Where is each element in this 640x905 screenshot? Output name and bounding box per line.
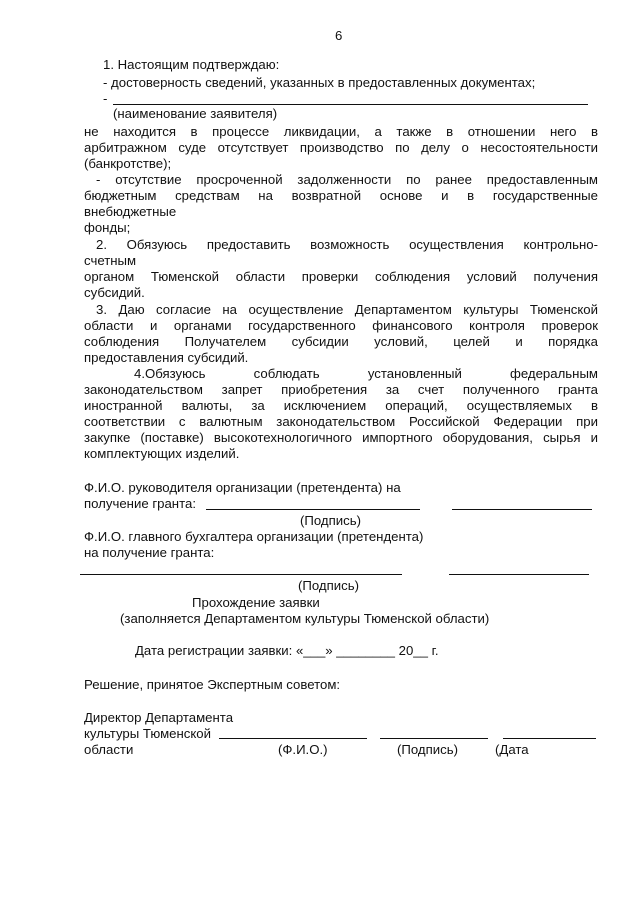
page-number: 6 xyxy=(335,28,343,43)
director-line-2: культуры Тюменской xyxy=(84,726,211,741)
passage-title: Прохождение заявки xyxy=(192,595,320,610)
director-date-caption: (Дата xyxy=(495,742,529,757)
consent-line-2: области и органами государственного финансового контроля проверок xyxy=(84,318,598,333)
liquidation-line-1: не находится в процессе ликвидации, а также в отношении него в xyxy=(84,124,598,139)
obligation-line-6: комплектующих изделий. xyxy=(84,446,240,461)
consent-line-4: предоставления субсидий. xyxy=(84,350,249,365)
head-name-field[interactable] xyxy=(206,509,420,510)
control-line-2: счетным xyxy=(84,253,137,268)
confirm-heading: 1. Настоящим подтверждаю: xyxy=(103,57,280,72)
head-signature-field[interactable] xyxy=(452,509,592,510)
director-fio-caption: (Ф.И.О.) xyxy=(278,742,328,757)
confirm-item-reliability: - достоверность сведений, указанных в предоставленных документах; xyxy=(103,75,536,90)
debt-line-2: бюджетным средствам на возвратной основе и в государственные xyxy=(84,188,598,203)
obligation-line-5: закупке (поставке) высокотехнологичного импортного оборудования, сырья и xyxy=(84,430,598,445)
expert-council-decision: Решение, принятое Экспертным советом: xyxy=(84,677,341,692)
debt-line-1: - отсутствие просроченной задолженности по ранее предоставленным xyxy=(96,172,598,187)
accountant-signature-field[interactable] xyxy=(449,574,589,575)
director-signature-field[interactable] xyxy=(380,738,488,739)
director-signature-caption: (Подпись) xyxy=(397,742,458,757)
accountant-name-field[interactable] xyxy=(80,574,402,575)
head-grant-label: получение гранта: xyxy=(84,496,196,511)
accountant-grant-label: на получение гранта: xyxy=(84,545,215,560)
obligation-line-2: законодательством запрет приобретения за счет полученного гранта xyxy=(84,382,598,397)
head-signature-caption: (Подпись) xyxy=(300,513,361,528)
debt-line-4: фонды; xyxy=(84,220,131,235)
director-line-1: Директор Департамента xyxy=(84,710,234,725)
head-name-label: Ф.И.О. руководителя организации (претендента) на xyxy=(84,480,401,495)
confirm-item-dash: - xyxy=(103,91,108,106)
consent-line-1: 3. Даю согласие на осуществление Департаментом культуры Тюменской xyxy=(96,302,598,317)
applicant-name-line xyxy=(113,104,588,105)
obligation-line-3: иностранной валюты, за исключением операций, осуществляемых в xyxy=(84,398,598,413)
director-name-field[interactable] xyxy=(219,738,367,739)
liquidation-line-3: (банкротстве); xyxy=(84,156,172,171)
accountant-name-label: Ф.И.О. главного бухгалтера организации (претендента) xyxy=(84,529,424,544)
debt-line-3: внебюджетные xyxy=(84,204,177,219)
obligation-line-4: соответствии с валютным законодательством Российской Федерации при xyxy=(84,414,598,429)
control-line-3: органом Тюменской области проверки соблюдения условий получения xyxy=(84,269,598,284)
liquidation-line-2: арбитражном суде отсутствует производство по делу о несостоятельности xyxy=(84,140,598,155)
accountant-signature-caption: (Подпись) xyxy=(298,578,359,593)
director-line-3: области xyxy=(84,742,134,757)
obligation-line-1: 4.Обязуюсь соблюдать установленный федеральным xyxy=(134,366,598,381)
applicant-caption: (наименование заявителя) xyxy=(113,106,278,121)
passage-subtitle: (заполняется Департаментом культуры Тюменской области) xyxy=(120,611,490,626)
control-line-1: 2. Обязуюсь предоставить возможность осуществления контрольно- xyxy=(96,237,598,252)
consent-line-3: соблюдения Получателем субсидии условий, целей и порядка xyxy=(84,334,598,349)
director-date-field[interactable] xyxy=(503,738,596,739)
registration-date: Дата регистрации заявки: «___» ________ 20__ г. xyxy=(135,643,439,658)
control-line-4: субсидий. xyxy=(84,285,145,300)
